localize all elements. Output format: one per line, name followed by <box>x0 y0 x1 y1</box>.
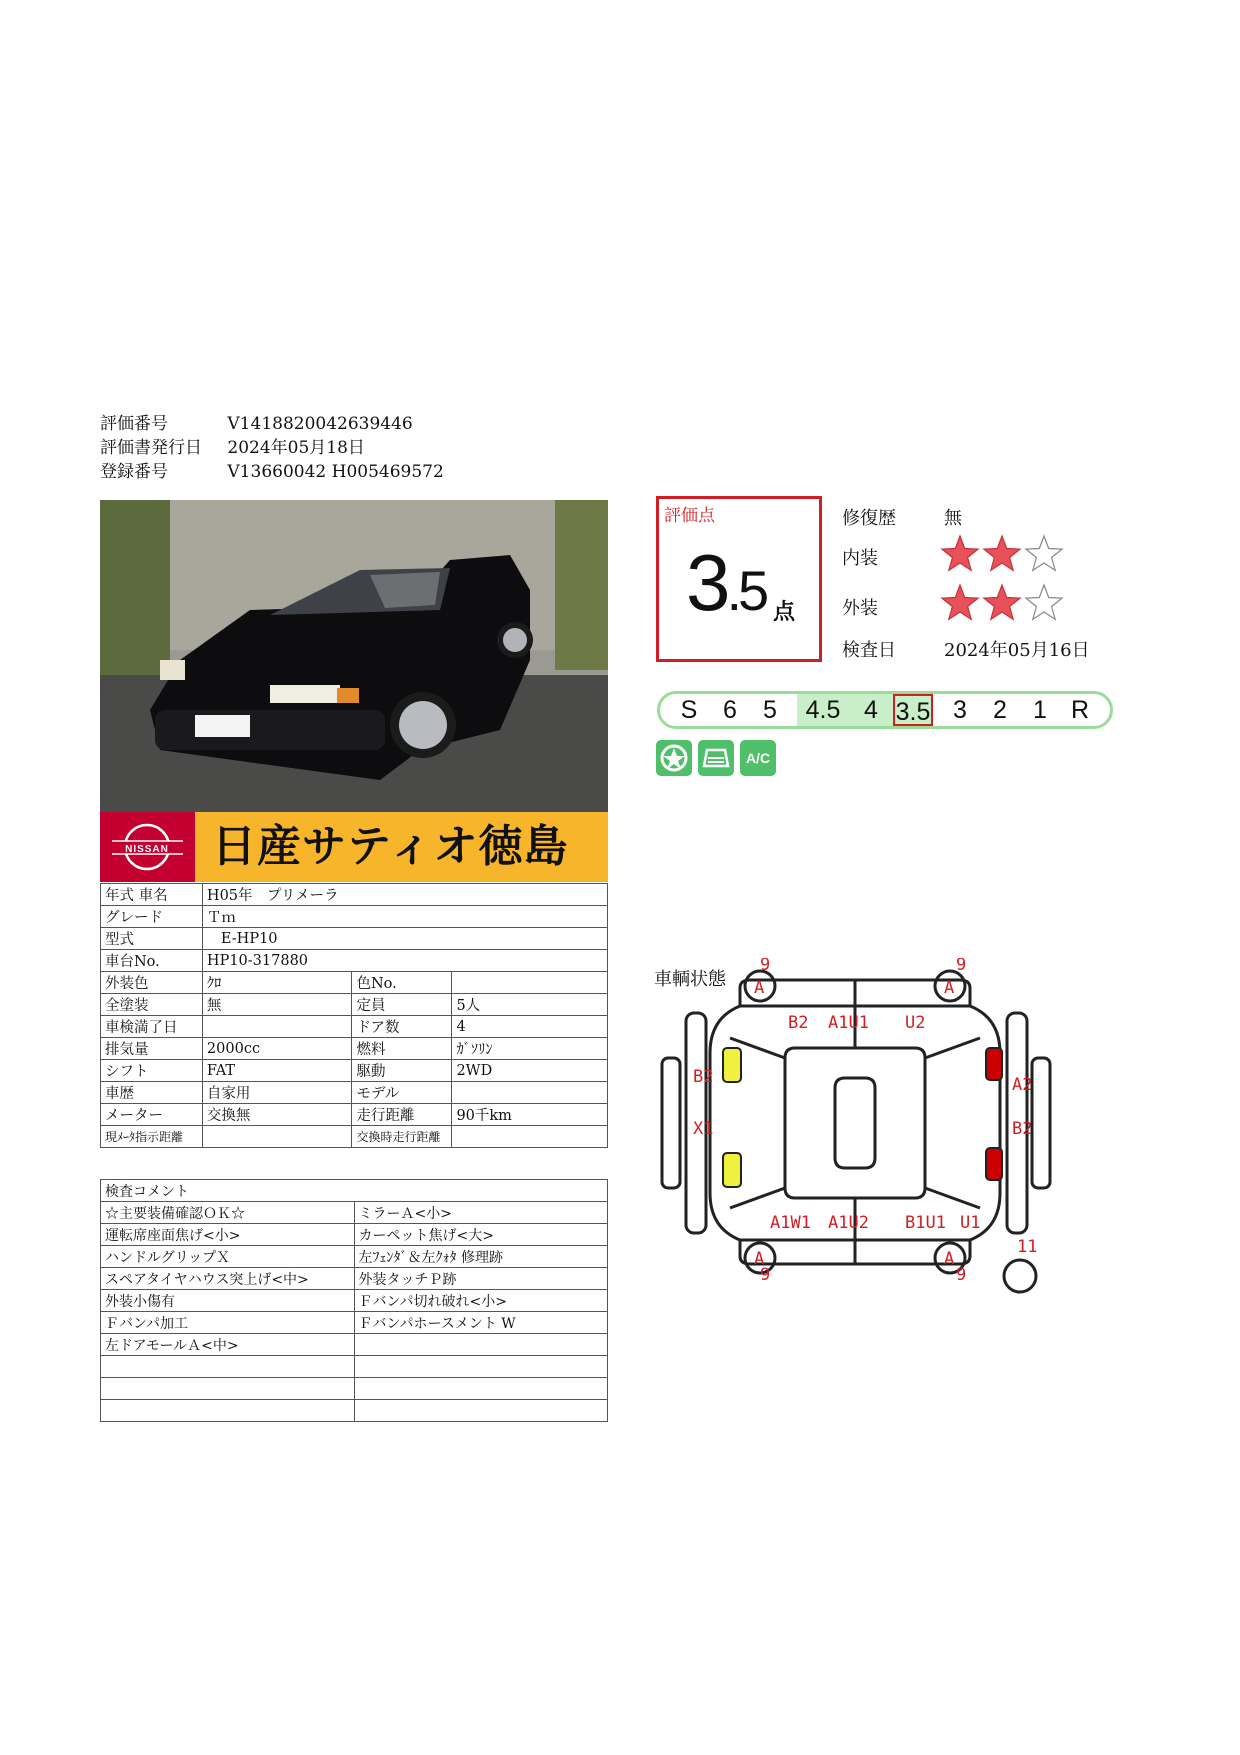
comment-cell: ハンドルグリップＸ <box>101 1246 355 1268</box>
grade-item: 3 <box>953 696 967 724</box>
mark-a1w1: A1W1 <box>770 1213 811 1233</box>
score-unit: 点 <box>773 599 796 625</box>
mark-b2-top: B2 <box>788 1013 809 1033</box>
comment-cell <box>354 1378 608 1400</box>
mark-a1u2: A1U2 <box>828 1213 869 1233</box>
issue-date-label: 評価書発行日 <box>100 438 202 458</box>
table-row <box>101 994 608 1016</box>
alloy-wheel-icon <box>656 740 692 776</box>
comments-title-row <box>101 1180 608 1202</box>
ac-icon: A/C <box>740 740 776 776</box>
comments-table <box>100 1179 608 1422</box>
issue-date-row <box>100 433 365 457</box>
mark-a2-right: A2 <box>1012 1075 1033 1095</box>
nissan-logo <box>100 812 195 882</box>
grade-label: グレード <box>101 906 203 928</box>
model-value <box>452 1082 608 1104</box>
table-row <box>101 1334 608 1356</box>
model-label: モデル <box>352 1082 452 1104</box>
comment-cell <box>101 1356 355 1378</box>
spec-table <box>100 883 608 1148</box>
exterior-stars <box>940 583 1066 627</box>
comments-title: 検査コメント <box>101 1180 608 1202</box>
doors-value: 4 <box>452 1016 608 1038</box>
eval-number-label: 評価番号 <box>100 414 168 434</box>
repair-value: 無 <box>944 508 962 529</box>
star-filled-icon <box>984 585 1020 619</box>
grade-item: S <box>680 696 698 724</box>
registration-value: V13660042 H005469572 <box>227 462 444 482</box>
table-row <box>101 1356 608 1378</box>
score-box <box>656 496 822 662</box>
comment-cell: スペアタイヤハウス突上げ<中> <box>101 1268 355 1290</box>
mark-u2: U2 <box>905 1013 926 1033</box>
condition-diagram <box>660 958 1130 1302</box>
comment-cell: ☆主要装備確認ＯＫ☆ <box>101 1202 355 1224</box>
score-int: 3 <box>686 538 727 627</box>
mark-spare: 11 <box>1017 1237 1038 1257</box>
comment-cell: 運転席座面焦げ<小> <box>101 1224 355 1246</box>
wheel-mark: A <box>944 1249 955 1269</box>
nissan-logo-text: NISSAN <box>125 844 169 855</box>
replace-mileage-value <box>452 1126 608 1148</box>
table-row <box>101 1060 608 1082</box>
issue-date-value: 2024年05月18日 <box>227 438 365 458</box>
mark-x1: X1 <box>693 1119 714 1139</box>
vehicle-photo <box>100 500 608 812</box>
ext-color-label: 外装色 <box>101 972 203 994</box>
fuel-value: ｶﾞｿﾘﾝ <box>452 1038 608 1060</box>
shift-value: FAT <box>202 1060 352 1082</box>
inspect-date-label: 検査日 <box>842 640 896 661</box>
interior-label: 内装 <box>842 548 878 569</box>
ext-color-value: ｸﾛ <box>202 972 352 994</box>
repair-label: 修復歴 <box>842 508 896 529</box>
exterior-label: 外装 <box>842 598 878 619</box>
grade-item: 6 <box>723 696 737 724</box>
meter-value: 交換無 <box>202 1104 352 1126</box>
comment-cell <box>101 1378 355 1400</box>
wheel-mark: A <box>754 1249 765 1269</box>
comment-cell <box>354 1334 608 1356</box>
color-no-label: 色No. <box>352 972 452 994</box>
comment-cell: Ｆバンパ切れ破れ<小> <box>354 1290 608 1312</box>
table-row <box>101 906 608 928</box>
meter-reading-label: 現ﾒｰﾀ指示距離 <box>101 1126 203 1148</box>
drive-label: 駆動 <box>352 1060 452 1082</box>
table-row <box>101 884 608 906</box>
grade-item: R <box>1070 696 1090 724</box>
comment-cell: ミラーＡ<小> <box>354 1202 608 1224</box>
comment-cell: Ｆバンパ加工 <box>101 1312 355 1334</box>
displacement-label: 排気量 <box>101 1038 203 1060</box>
mark-bl: 9 <box>760 1265 771 1285</box>
replace-mileage-label: 交換時走行距離 <box>352 1126 452 1148</box>
score-value <box>686 537 765 629</box>
star-filled-icon <box>984 536 1020 570</box>
year-model-label: 年式 車名 <box>101 884 203 906</box>
registration-label: 登録番号 <box>100 462 168 482</box>
comment-cell <box>354 1356 608 1378</box>
color-no-value <box>452 972 608 994</box>
mark-b2-left: B2 <box>693 1067 714 1087</box>
comment-cell: 左ﾌｪﾝﾀﾞ＆左ｸｫﾀ 修理跡 <box>354 1246 608 1268</box>
displacement-value: 2000cc <box>202 1038 352 1060</box>
star-filled-icon <box>942 536 978 570</box>
wheel-mark: A <box>944 978 955 998</box>
table-row <box>101 1224 608 1246</box>
table-row <box>101 1246 608 1268</box>
comment-cell: 左ドアモールＡ<中> <box>101 1334 355 1356</box>
type-label: 型式 <box>101 928 203 950</box>
table-row <box>101 1104 608 1126</box>
condition-title: 車輌状態 <box>654 969 726 990</box>
capacity-value: 5人 <box>452 994 608 1016</box>
table-row <box>101 1312 608 1334</box>
grade-item: 4.5 <box>797 694 849 726</box>
mark-tr: 9 <box>956 958 967 975</box>
star-filled-icon <box>942 585 978 619</box>
shift-label: シフト <box>101 1060 203 1082</box>
registration-row <box>100 457 444 481</box>
repaint-value: 無 <box>202 994 352 1016</box>
table-row <box>101 1126 608 1148</box>
table-row <box>101 1268 608 1290</box>
inspect-date-value: 2024年05月16日 <box>944 640 1090 661</box>
table-row <box>101 928 608 950</box>
grade-item: 2 <box>993 696 1007 724</box>
capacity-label: 定員 <box>352 994 452 1016</box>
type-value: E-HP10 <box>202 928 607 950</box>
chassis-value: HP10-317880 <box>202 950 607 972</box>
mark-b2-right: B2 <box>1012 1119 1033 1139</box>
history-label: 車歴 <box>101 1082 203 1104</box>
mileage-value: 90千km <box>452 1104 608 1126</box>
year-model-value: H05年 プリメーラ <box>202 884 607 906</box>
table-row <box>101 1378 608 1400</box>
comment-cell: Ｆバンパホースメント W <box>354 1312 608 1334</box>
table-row <box>101 1038 608 1060</box>
score-label: 評価点 <box>664 506 715 526</box>
fuel-label: 燃料 <box>352 1038 452 1060</box>
doors-label: ドア数 <box>352 1016 452 1038</box>
comment-cell: 外装タッチＰ跡 <box>354 1268 608 1290</box>
mark-b1u1: B1U1 <box>905 1213 946 1233</box>
grade-item-current: 3.5 <box>893 694 933 726</box>
mark-tl: 9 <box>760 958 771 975</box>
chassis-label: 車台No. <box>101 950 203 972</box>
table-row <box>101 1400 608 1422</box>
eval-number-row <box>100 409 413 433</box>
wheel-mark: A <box>754 978 765 998</box>
table-row <box>101 972 608 994</box>
star-empty-icon <box>1026 585 1062 619</box>
interior-stars <box>940 534 1066 578</box>
comment-cell: 外装小傷有 <box>101 1290 355 1312</box>
score-dec: .5 <box>726 559 766 622</box>
grade-value: Ｔｍ <box>202 906 607 928</box>
table-row <box>101 1202 608 1224</box>
inspection-label: 車検満了日 <box>101 1016 203 1038</box>
drive-value: 2WD <box>452 1060 608 1082</box>
grade-item: 4 <box>849 694 893 726</box>
grade-scale <box>657 691 1113 729</box>
star-empty-icon <box>1026 536 1062 570</box>
meter-label: メーター <box>101 1104 203 1126</box>
history-value: 自家用 <box>202 1082 352 1104</box>
inspection-value <box>202 1016 352 1038</box>
dealer-banner <box>100 812 608 882</box>
comment-cell <box>354 1400 608 1422</box>
table-row <box>101 1082 608 1104</box>
eval-number-value: V1418820042639446 <box>227 414 413 434</box>
table-row <box>101 950 608 972</box>
grade-item: 1 <box>1033 696 1047 724</box>
mark-br: 9 <box>956 1265 967 1285</box>
dealer-name: 日産サティオ徳島 <box>212 821 569 872</box>
grade-item: 5 <box>763 696 777 724</box>
comment-cell <box>101 1400 355 1422</box>
sunroof-icon <box>698 740 734 776</box>
table-row <box>101 1290 608 1312</box>
repaint-label: 全塗装 <box>101 994 203 1016</box>
table-row <box>101 1016 608 1038</box>
mark-u1: U1 <box>960 1213 981 1233</box>
mark-a1u1: A1U1 <box>828 1013 869 1033</box>
mileage-label: 走行距離 <box>352 1104 452 1126</box>
meter-reading-value <box>202 1126 352 1148</box>
comment-cell: カーペット焦げ<大> <box>354 1224 608 1246</box>
